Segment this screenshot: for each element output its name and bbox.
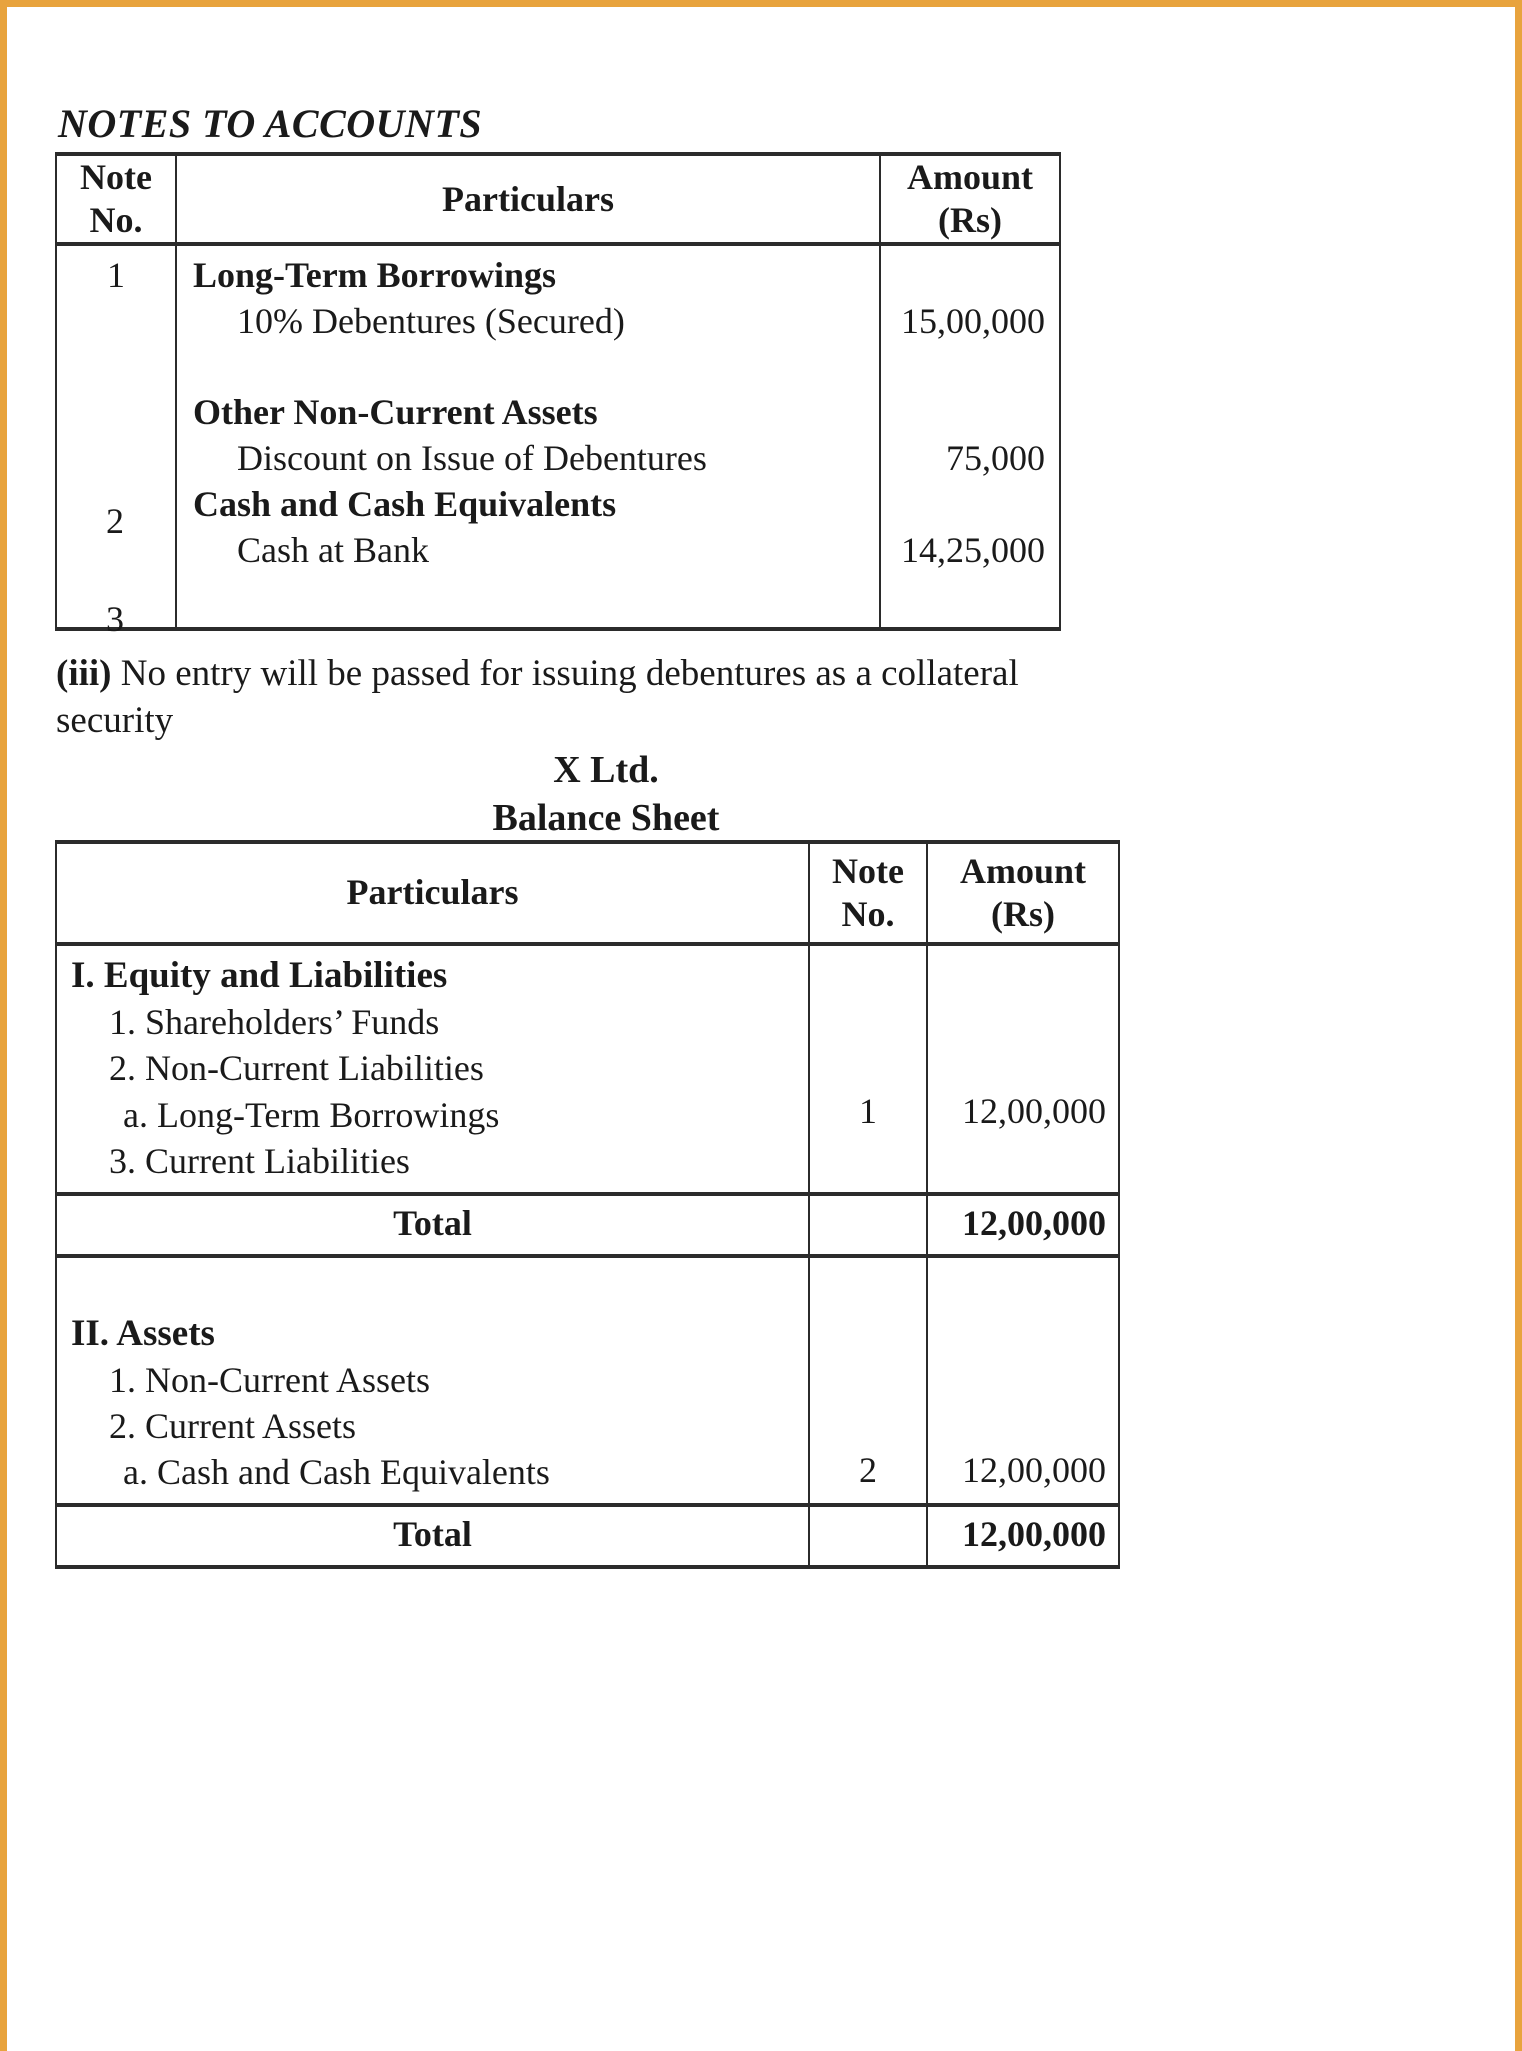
- bs-equity-total-amount: 12,00,000: [927, 1194, 1119, 1256]
- bs-header-note-no-line1: Note: [832, 850, 904, 891]
- bs-equity-note-no: 1: [809, 944, 927, 1194]
- bs-equity-total-label: Total: [56, 1194, 809, 1256]
- note-iii-text: No entry will be passed for issuing debentures as a collateral security: [56, 653, 1019, 742]
- bs-header-amount: [927, 842, 1119, 944]
- table-row: [56, 1256, 1119, 1506]
- table-row: [56, 1505, 1119, 1567]
- bs-assets-amount: 12,00,000: [927, 1256, 1119, 1506]
- notes-row-2-no: 2: [106, 501, 124, 541]
- notes-row-1-particulars: [176, 244, 880, 628]
- notes-row-3-detail: Cash at Bank: [237, 529, 429, 570]
- notes-amount-column: [880, 244, 1060, 628]
- bs-assets-note-no: 2: [809, 1256, 927, 1506]
- bs-assets-heading: II. Assets: [71, 1312, 215, 1354]
- bs-assets-total-amount: 12,00,000: [927, 1505, 1119, 1567]
- notes-row-1-detail: 10% Debentures (Secured): [237, 301, 625, 342]
- notes-header-row: [56, 154, 1060, 244]
- bs-assets-item-2: 2. Current Assets: [109, 1406, 356, 1447]
- notes-header-amount: [880, 154, 1060, 244]
- notes-row-3-heading: Cash and Cash Equivalents: [193, 483, 617, 524]
- notes-row-2-amount: 75,000: [946, 437, 1045, 478]
- table-row: [56, 244, 1060, 628]
- notes-row-1-no: 1: [56, 244, 176, 628]
- bs-equity-item-3: 3. Current Liabilities: [109, 1140, 410, 1181]
- statement-title: Balance Sheet: [492, 797, 720, 839]
- bs-equity-item-1: 1. Shareholders’ Funds: [109, 1002, 440, 1043]
- bs-equity-item-2: 2. Non-Current Liabilities: [109, 1048, 484, 1089]
- notes-header-amount-line2: (Rs): [938, 200, 1002, 241]
- notes-row-3-no: 3: [106, 599, 124, 639]
- notes-to-accounts-table: [55, 152, 1061, 631]
- bs-assets-total-label: Total: [56, 1505, 809, 1567]
- bs-equity-heading: I. Equity and Liabilities: [71, 955, 448, 996]
- note-iii-marker: (iii): [56, 653, 112, 694]
- notes-to-accounts-title: NOTES TO ACCOUNTS: [58, 101, 483, 146]
- notes-bottom-spacer: [193, 573, 879, 617]
- notes-row-3-amount: 14,25,000: [901, 529, 1045, 570]
- notes-row-2-heading: Other Non-Current Assets: [193, 391, 598, 432]
- balance-sheet-table: [55, 840, 1120, 1569]
- bs-equity-total-note: [809, 1194, 927, 1256]
- notes-row-2-detail: Discount on Issue of Debentures: [237, 437, 707, 478]
- bs-equity-particulars: [56, 944, 809, 1194]
- table-row: [56, 1194, 1119, 1256]
- bs-header-amount-line1: Amount: [959, 850, 1087, 891]
- notes-amount-spacer-2: [881, 573, 1045, 617]
- bs-equity-subitem: a. Long-Term Borrowings: [123, 1094, 500, 1135]
- notes-header-note-no-line2: No.: [89, 200, 143, 241]
- table-row: [56, 944, 1119, 1194]
- notes-header-note-no: [56, 154, 176, 244]
- notes-header-amount-line1: Amount: [906, 157, 1034, 197]
- bs-header-amount-line2: (Rs): [991, 894, 1055, 934]
- bs-header-particulars: Particulars: [56, 842, 809, 944]
- bs-equity-amount: 12,00,000: [927, 944, 1119, 1194]
- notes-header-note-no-line1: Note: [80, 157, 152, 197]
- notes-header-particulars: Particulars: [176, 154, 880, 244]
- bs-assets-particulars: [56, 1256, 809, 1506]
- notes-row-1-spacer: [193, 345, 879, 389]
- bs-header-note-no: [809, 842, 927, 944]
- note-iii-paragraph: [56, 650, 1056, 745]
- notes-row-1-amount: 15,00,000: [901, 301, 1045, 342]
- bs-header-row: [56, 842, 1119, 944]
- notes-row-1-heading: Long-Term Borrowings: [193, 255, 557, 296]
- bs-assets-top-spacer: [71, 1264, 808, 1310]
- bs-assets-total-note: [809, 1505, 927, 1567]
- bs-assets-item-1: 1. Non-Current Assets: [109, 1360, 430, 1401]
- bs-header-note-no-line2: No.: [841, 894, 895, 934]
- bs-assets-subitem: a. Cash and Cash Equivalents: [123, 1452, 550, 1493]
- company-name: X Ltd.: [553, 749, 659, 791]
- notes-amount-spacer-1: [881, 345, 1045, 389]
